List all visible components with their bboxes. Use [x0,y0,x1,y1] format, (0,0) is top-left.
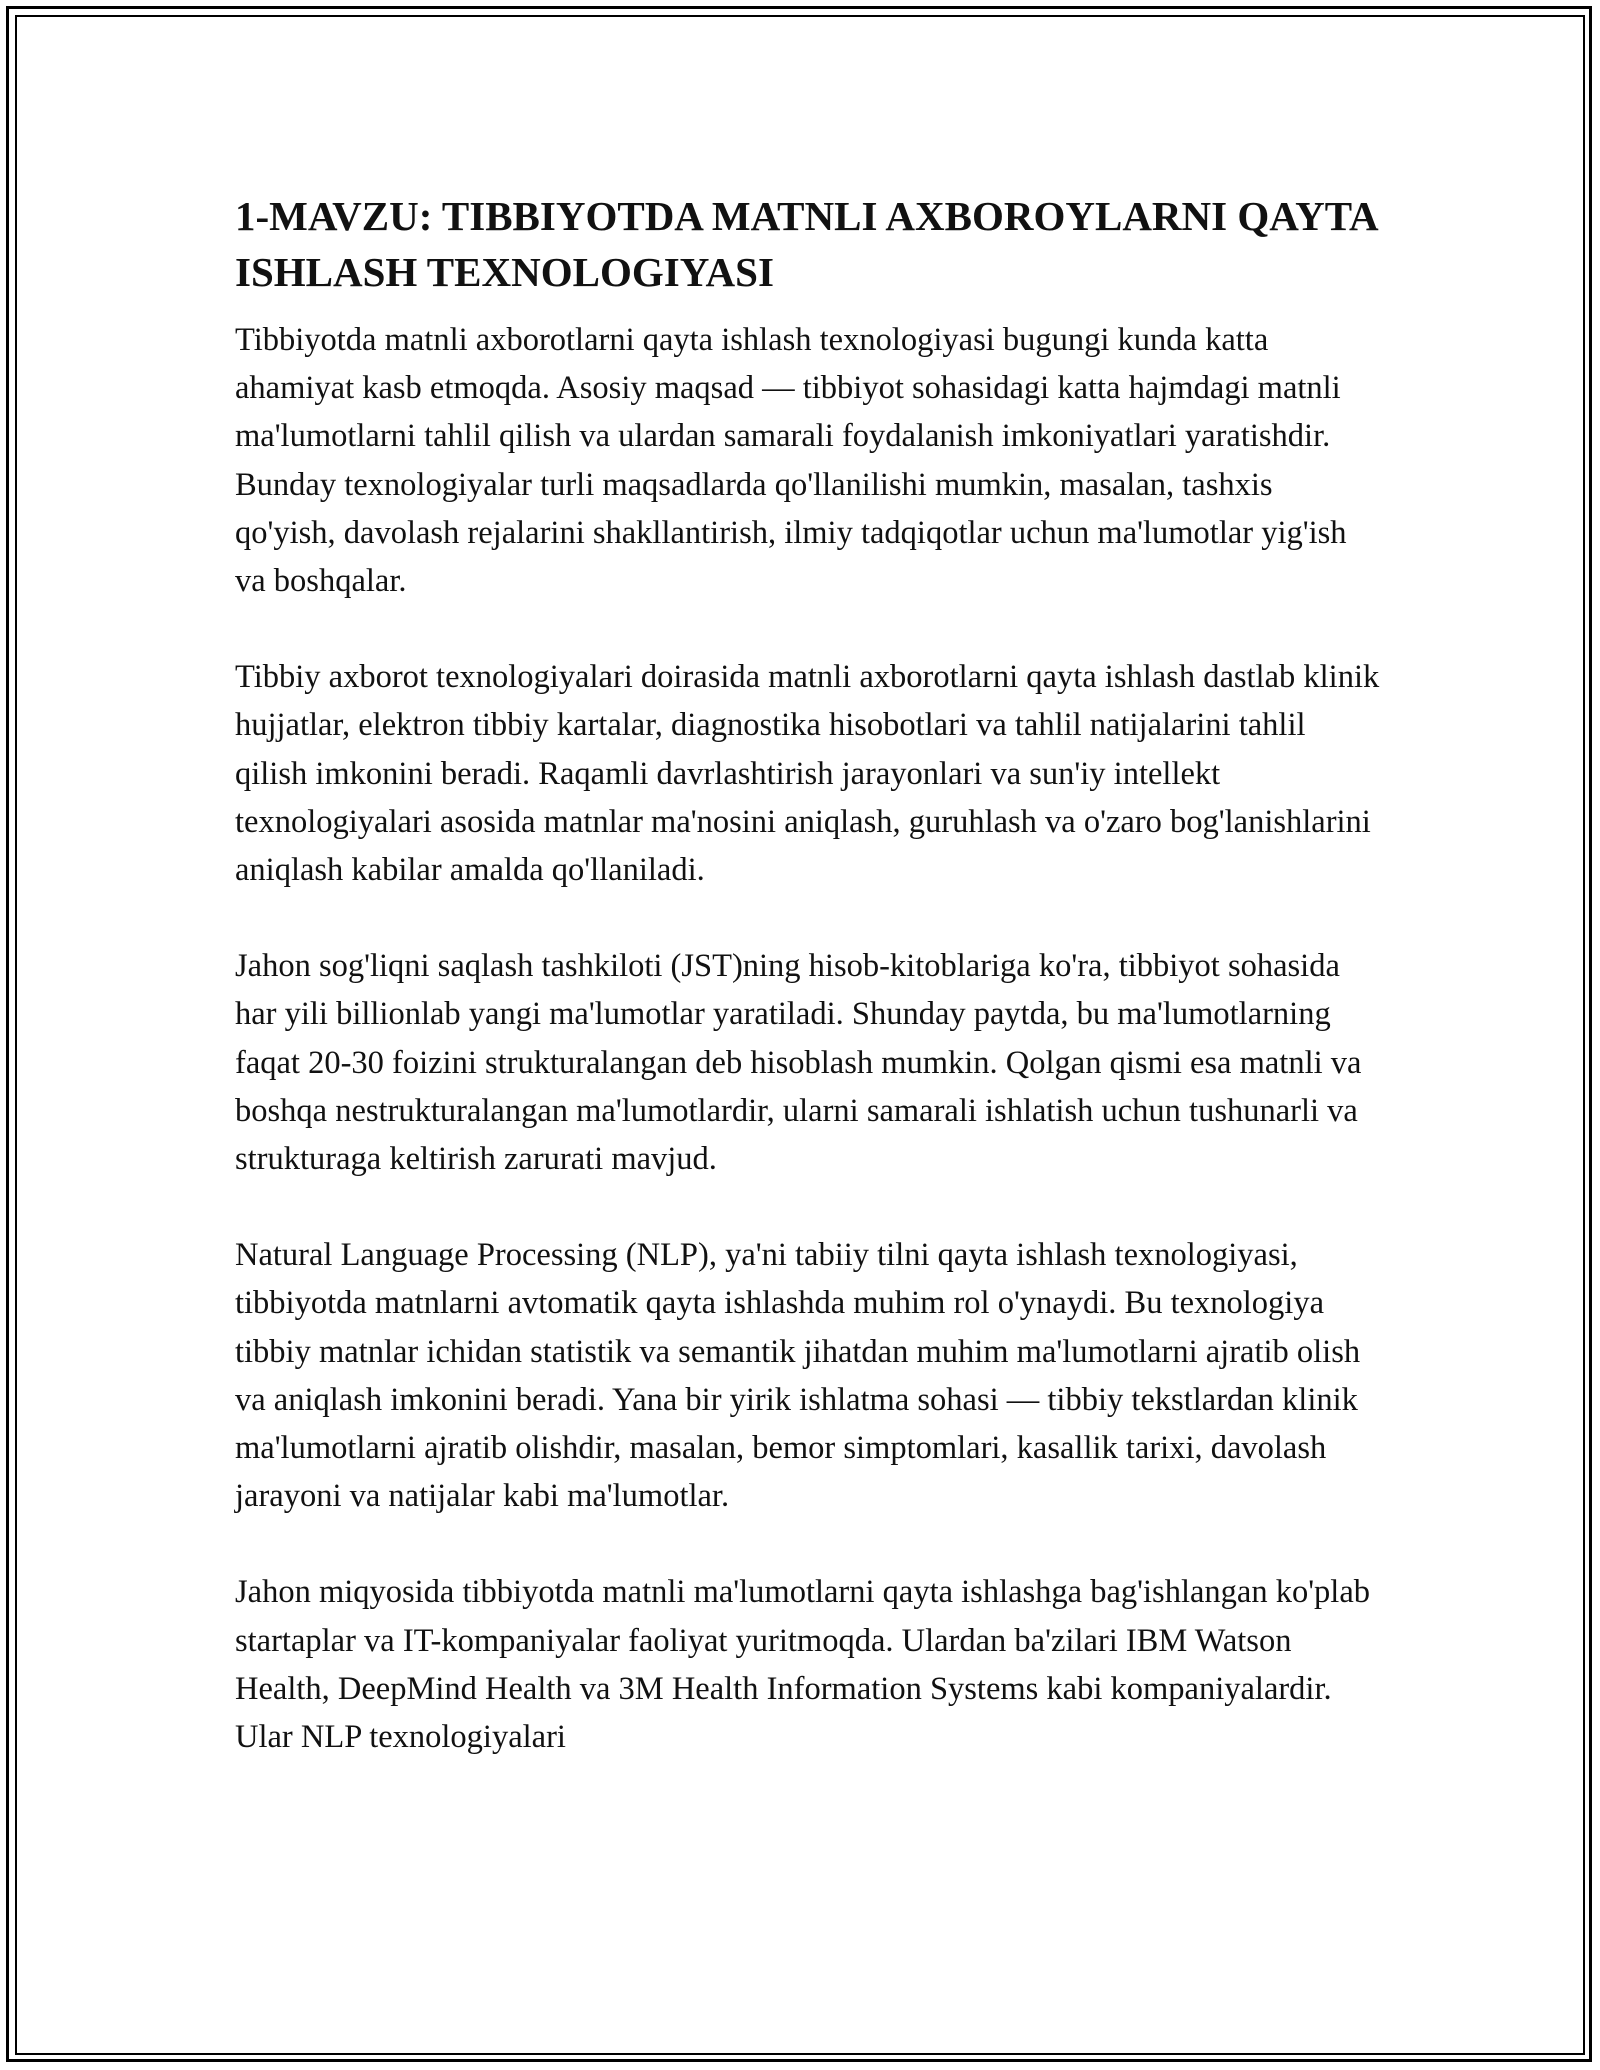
paragraph-3: Jahon sog'liqni saqlash tashkiloti (JST)ning hisob-kitoblariga ko'ra, tibbiyot sohasida har yili billionlab yangi ma'lumotlar yaratiladi. Shunday paytda, bu ma'lumotlarning faqat 20-30 foizini strukturalangan deb hisoblash mumkin. Qolgan qismi esa matnli va boshqa nestrukturalangan ma'lumotlardir, ularni samarali ishlatish uchun tushunarli va strukturaga keltirish zarurati mavjud. [235,948,1362,1178]
paragraph-2: Tibbiy axborot texnologiyalari doirasida matnli axborotlarni qayta ishlash dastlab klinik hujjatlar, elektron tibbiy kartalar, diagnostika hisobotlari va tahlil natijalarini tahlil qilish imkonini beradi. Raqamli davrlashtirish jarayonlari va sun'iy intellekt texnologiyalari asosida matnlar ma'nosini aniqlash, guruhlash va o'zaro bog'lanishlarini aniqlash kabilar amalda qo'llaniladi. [235,659,1380,889]
page-title: 1-MAVZU: TIBBIYOTDA MATNLI AXBOROYLARNI QAYTA ISHLASH TEXNOLOGIYASI [235,193,1377,295]
paragraph-1: Tibbiyotda matnli axborotlarni qayta ishlash texnologiyasi bugungi kunda katta ahamiyat kasb etmoqda. Asosiy maqsad — tibbiyot sohasidagi katta hajmdagi matnli ma'lumotlarni tahlil qilish va ulardan samarali foydalanish imkoniyatlari yaratishdir. Bunday texnologiyalar turli maqsadlarda qo'llanilishi mumkin, masalan, tashxis qo'yish, davolash rejalarini shakllantirish, ilmiy tadqiqotlar uchun ma'lumotlar yig'ish va boshqalar. [235,322,1347,600]
document-body [235,188,1380,1809]
paragraph-5: Jahon miqyosida tibbiyotda matnli ma'lumotlarni qayta ishlashga bag'ishlangan ko'plab startaplar va IT-kompaniyalar faoliyat yuritmoqda. Ulardan ba'zilari IBM Watson Health, DeepMind Health va 3M Health Information Systems kabi kompaniyalardir. Ular NLP texnologiyalari [235,1574,1371,1756]
paragraph-4: Natural Language Processing (NLP), ya'ni tabiiy tilni qayta ishlash texnologiyasi, tibbiyotda matnlarni avtomatik qayta ishlashda muhim rol o'ynaydi. Bu texnologiya tibbiy matnlar ichidan statistik va semantik jihatdan muhim ma'lumotlarni ajratib olish va aniqlash imkonini beradi. Yana bir yirik ishlatma sohasi — tibbiy tekstlardan klinik ma'lumotlarni ajratib olishdir, masalan, bemor simptomlari, kasallik tarixi, davolash jarayoni va natijalar kabi ma'lumotlar. [235,1237,1361,1515]
